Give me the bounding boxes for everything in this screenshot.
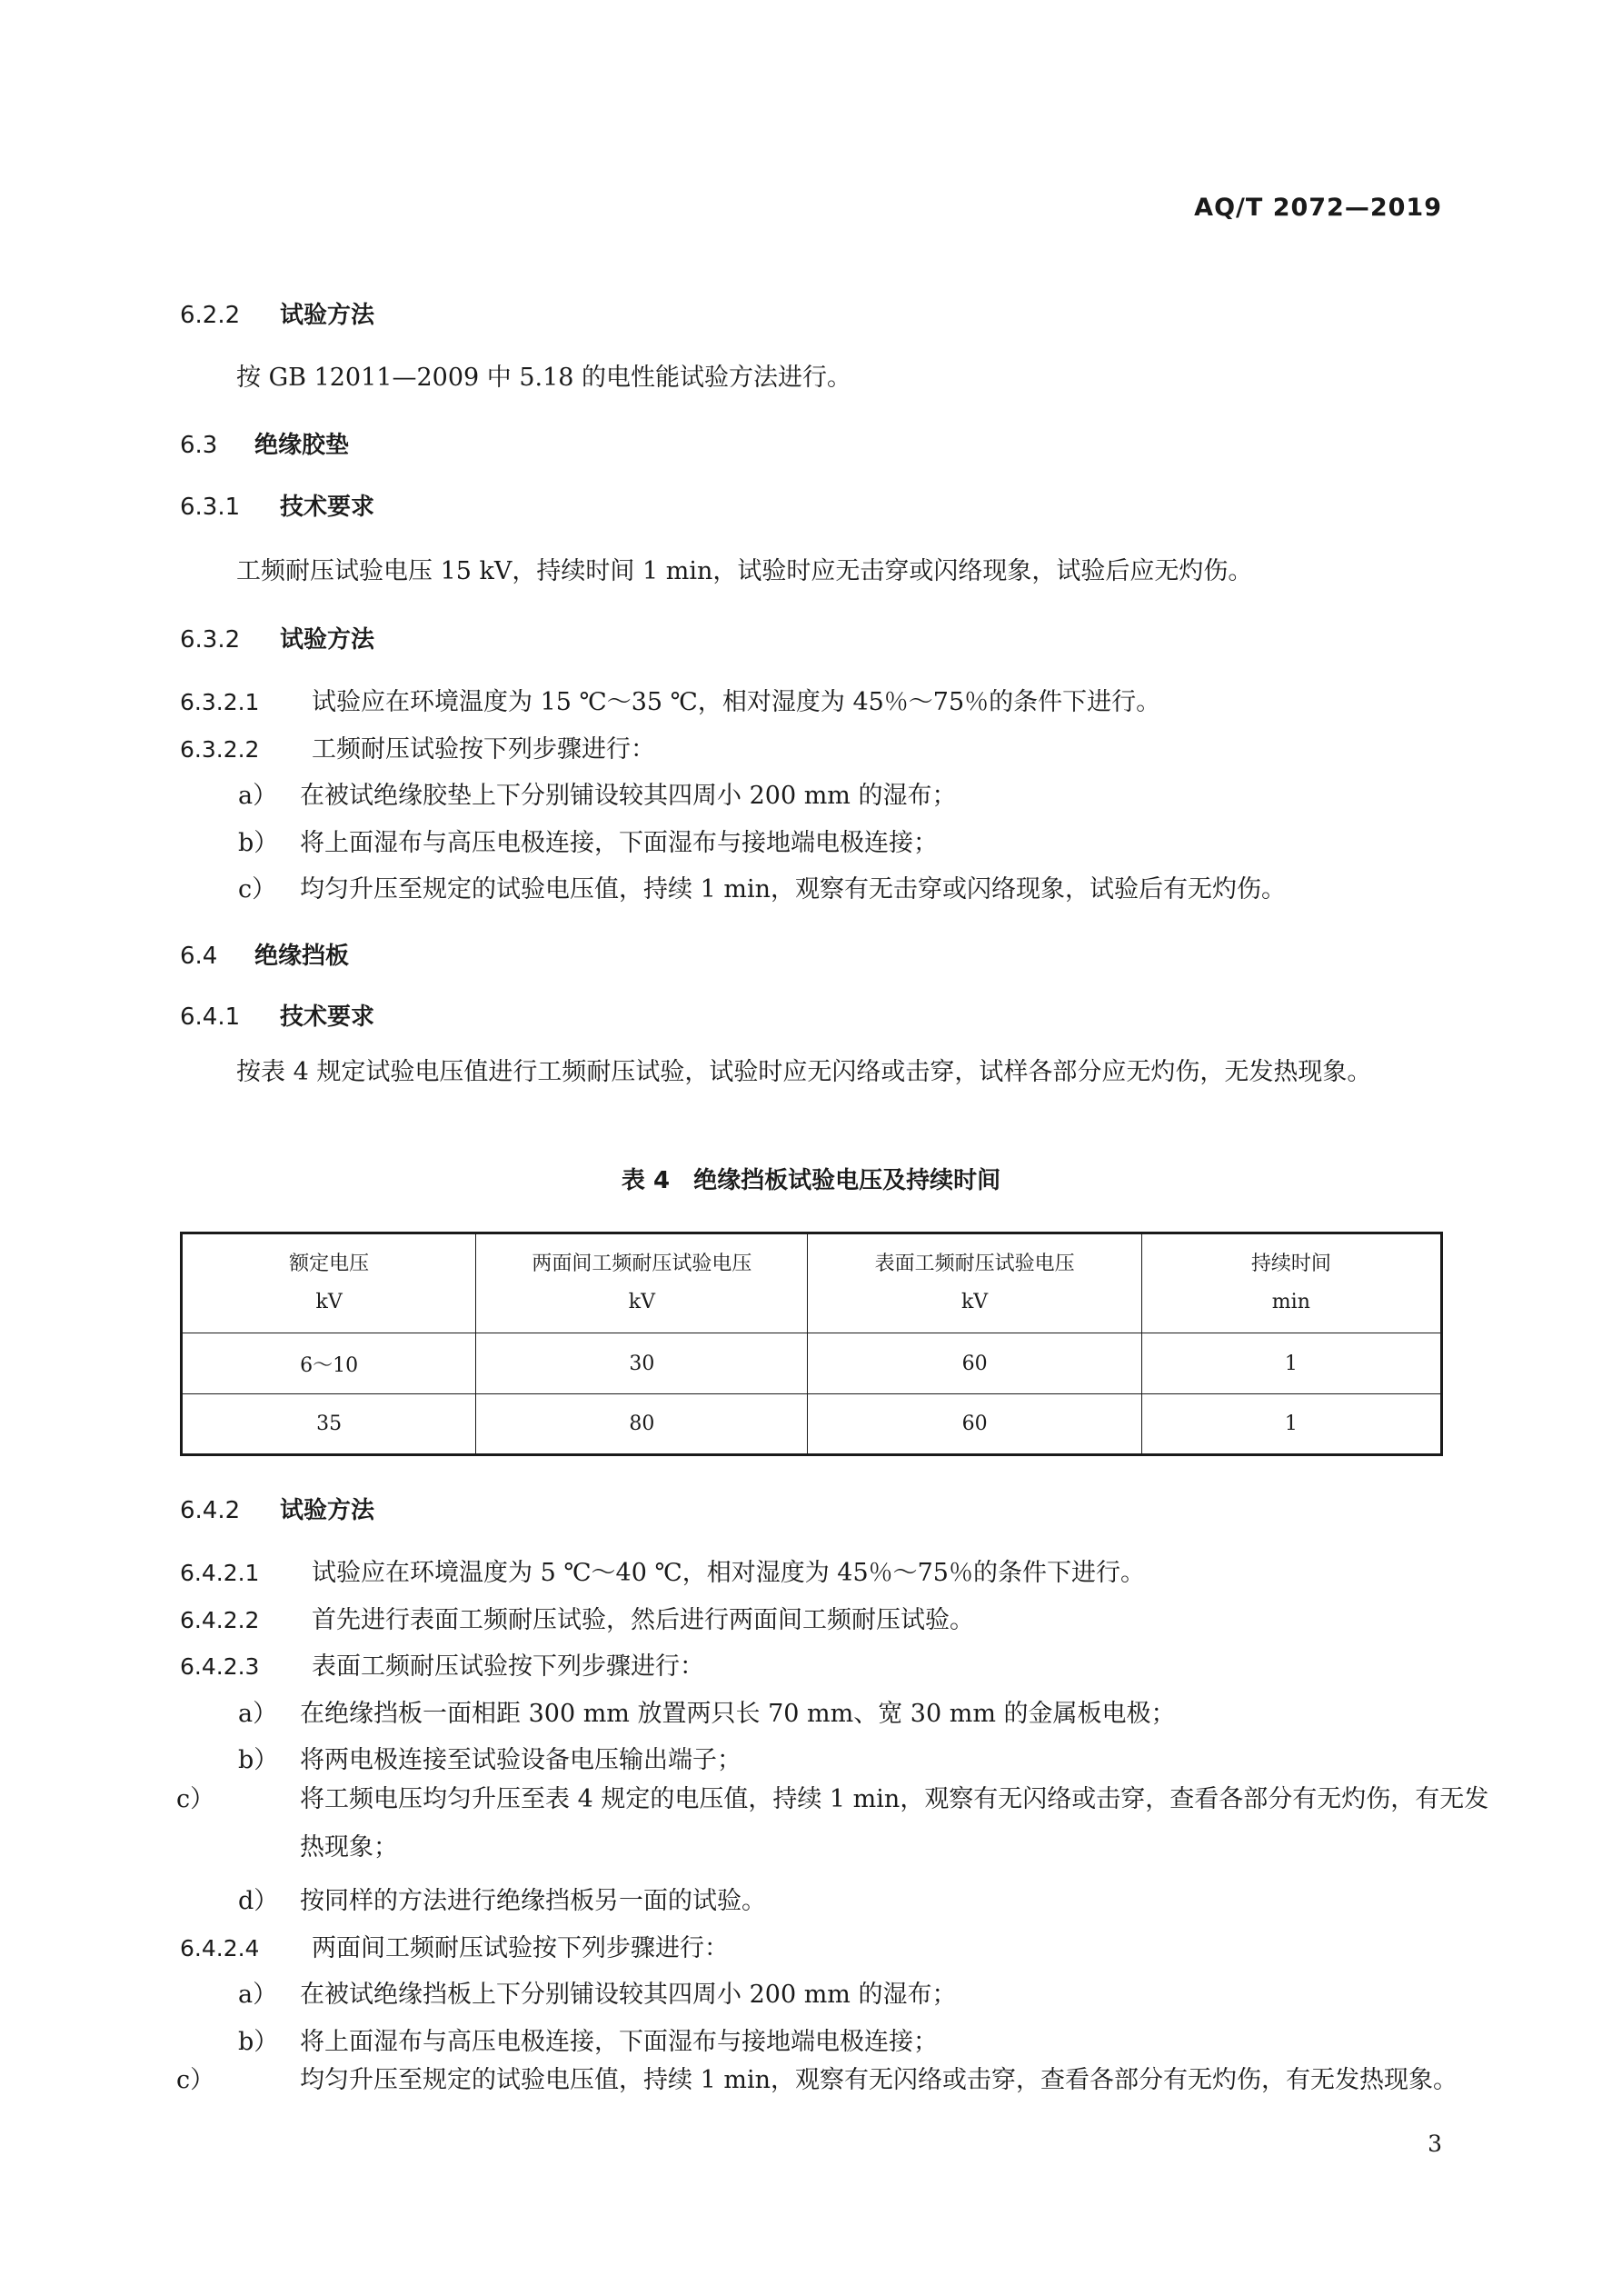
clause-number: 6.4.2.3: [180, 1653, 260, 1680]
list-item-text: 将上面湿布与高压电极连接，下面湿布与接地端电极连接；: [300, 2028, 938, 2056]
list-item: [238, 823, 938, 858]
table-row: [182, 1394, 1442, 1455]
clause-text: 工频耐压试验按下列步骤进行：: [312, 735, 655, 764]
header-cell-between-surfaces-voltage: 两面间工频耐压试验电压 kV: [476, 1233, 808, 1333]
clause-number: 6.4.2.2: [180, 1607, 260, 1633]
standard-code: AQ/T 2072—2019: [1194, 194, 1442, 222]
list-item-text: 在被试绝缘挡板上下分别铺设较其四周小 200 mm 的湿布；: [300, 1981, 957, 2009]
section-6-3-1-text: 工频耐压试验电压 15 kV，持续时间 1 min，试验时应无击穿或闪络现象，试验后应无灼伤。: [236, 557, 1253, 585]
section-6-3-2-heading: [180, 621, 374, 654]
clause-6-4-2-4: [180, 1928, 729, 1963]
list-item-letter: a）: [238, 1981, 278, 2009]
section-6-4-2-heading: [180, 1492, 374, 1525]
table-cell: 35: [182, 1394, 476, 1455]
section-6-3-1-heading: [180, 488, 374, 522]
list-item-text: 按同样的方法进行绝缘挡板另一面的试验。: [300, 1887, 766, 1915]
table-cell: 60: [808, 1333, 1141, 1394]
section-number: 6.4.1: [180, 1003, 241, 1031]
section-number: 6.3.1: [180, 494, 241, 521]
section-number: 6.4: [180, 943, 218, 970]
list-item-letter: c）: [238, 875, 277, 903]
list-item-text: 均匀升压至规定的试验电压值，持续 1 min，观察有无击穿或闪络现象，试验后有无灼伤。: [300, 875, 1286, 903]
section-6-3-heading: [180, 426, 349, 460]
table-caption: 表 4 绝缘挡板试验电压及持续时间: [621, 1167, 1001, 1194]
section-title: 试验方法: [280, 626, 375, 654]
list-item-text: 将工频电压均匀升压至表 4 规定的电压值，持续 1 min，观察有无闪络或击穿，查看各部分有无灼伤，有无发热现象；: [300, 1785, 1489, 1862]
header-cell-surface-voltage: 表面工频耐压试验电压 kV: [808, 1233, 1141, 1333]
table-cell: 6～10: [182, 1333, 476, 1394]
table-cell: 60: [808, 1394, 1141, 1455]
section-6-4-heading: [180, 937, 349, 971]
page-number: 3: [1428, 2131, 1442, 2157]
clause-number: 6.3.2.2: [180, 736, 260, 763]
list-item-letter: b）: [238, 2028, 279, 2056]
section-title: 绝缘挡板: [254, 943, 350, 970]
list-item: [238, 1693, 1176, 1729]
list-item: [238, 1881, 766, 1916]
section-6-2-2-heading: [180, 296, 374, 330]
table-row: [182, 1333, 1442, 1394]
list-item-text: 将上面湿布与高压电极连接，下面湿布与接地端电极连接；: [300, 829, 938, 857]
section-title: 试验方法: [280, 1497, 375, 1524]
clause-number: 6.4.2.1: [180, 1560, 260, 1586]
section-6-2-2-text: 按 GB 12011—2009 中 5.18 的电性能试验方法进行。: [236, 364, 852, 392]
list-item: [176, 1775, 1504, 1872]
list-item-letter: a）: [238, 782, 278, 810]
list-item: [238, 2021, 938, 2057]
table-4: [180, 1232, 1443, 1456]
section-number: 6.4.2: [180, 1497, 241, 1524]
table-cell: 1: [1141, 1333, 1441, 1394]
clause-number: 6.4.2.4: [180, 1935, 260, 1962]
section-title: 技术要求: [280, 1003, 375, 1031]
clause-text: 表面工频耐压试验按下列步骤进行：: [312, 1652, 704, 1681]
clause-text: 两面间工频耐压试验按下列步骤进行：: [312, 1934, 729, 1962]
list-item-letter: b）: [238, 1746, 279, 1774]
section-title: 绝缘胶垫: [254, 432, 350, 459]
section-title: 试验方法: [280, 302, 375, 329]
list-item-text: 在绝缘挡板一面相距 300 mm 放置两只长 70 mm、宽 30 mm 的金属板电极；: [300, 1700, 1176, 1728]
list-item-text: 将两电极连接至试验设备电压输出端子；: [300, 1746, 741, 1774]
clause-6-4-2-1: [180, 1552, 1145, 1588]
clause-number: 6.3.2.1: [180, 689, 260, 715]
clause-text: 试验应在环境温度为 15 ℃～35 ℃，相对湿度为 45％～75％的条件下进行。: [312, 688, 1161, 716]
section-6-4-1-text: 按表 4 规定试验电压值进行工频耐压试验，试验时应无闪络或击穿，试样各部分应无灼伤，无发热现象。: [236, 1058, 1372, 1086]
clause-text: 首先进行表面工频耐压试验，然后进行两面间工频耐压试验。: [312, 1606, 974, 1634]
list-item-letter: c）: [176, 1785, 215, 1813]
list-item: [238, 1974, 957, 2010]
clause-6-3-2-1: [180, 682, 1160, 717]
list-item: [238, 869, 1286, 904]
list-item-text: 均匀升压至规定的试验电压值，持续 1 min，观察有无闪络或击穿，查看各部分有无灼伤，有无发热现象。: [300, 2066, 1458, 2094]
list-item-letter: b）: [238, 829, 279, 857]
list-item-letter: c）: [176, 2066, 215, 2094]
list-item: [238, 1740, 741, 1775]
header-cell-duration: 持续时间 min: [1141, 1233, 1441, 1333]
clause-text: 试验应在环境温度为 5 ℃～40 ℃，相对湿度为 45％～75％的条件下进行。: [312, 1559, 1145, 1587]
section-number: 6.3.2: [180, 626, 241, 654]
list-item: [238, 775, 957, 811]
section-6-4-1-heading: [180, 998, 374, 1032]
list-item-text: 在被试绝缘胶垫上下分别铺设较其四周小 200 mm 的湿布；: [300, 782, 957, 810]
list-item-letter: d）: [238, 1887, 279, 1915]
table-cell: 80: [476, 1394, 808, 1455]
header-cell-rated-voltage: 额定电压 kV: [182, 1233, 476, 1333]
clause-6-4-2-2: [180, 1600, 974, 1635]
list-item: [176, 2056, 1504, 2104]
section-number: 6.2.2: [180, 302, 241, 329]
section-title: 技术要求: [280, 494, 375, 521]
section-number: 6.3: [180, 432, 218, 459]
clause-6-4-2-3: [180, 1646, 704, 1682]
table-cell: 1: [1141, 1394, 1441, 1455]
table-cell: 30: [476, 1333, 808, 1394]
clause-6-3-2-2: [180, 729, 655, 764]
table-header-row: [182, 1233, 1442, 1333]
list-item-letter: a）: [238, 1700, 278, 1728]
